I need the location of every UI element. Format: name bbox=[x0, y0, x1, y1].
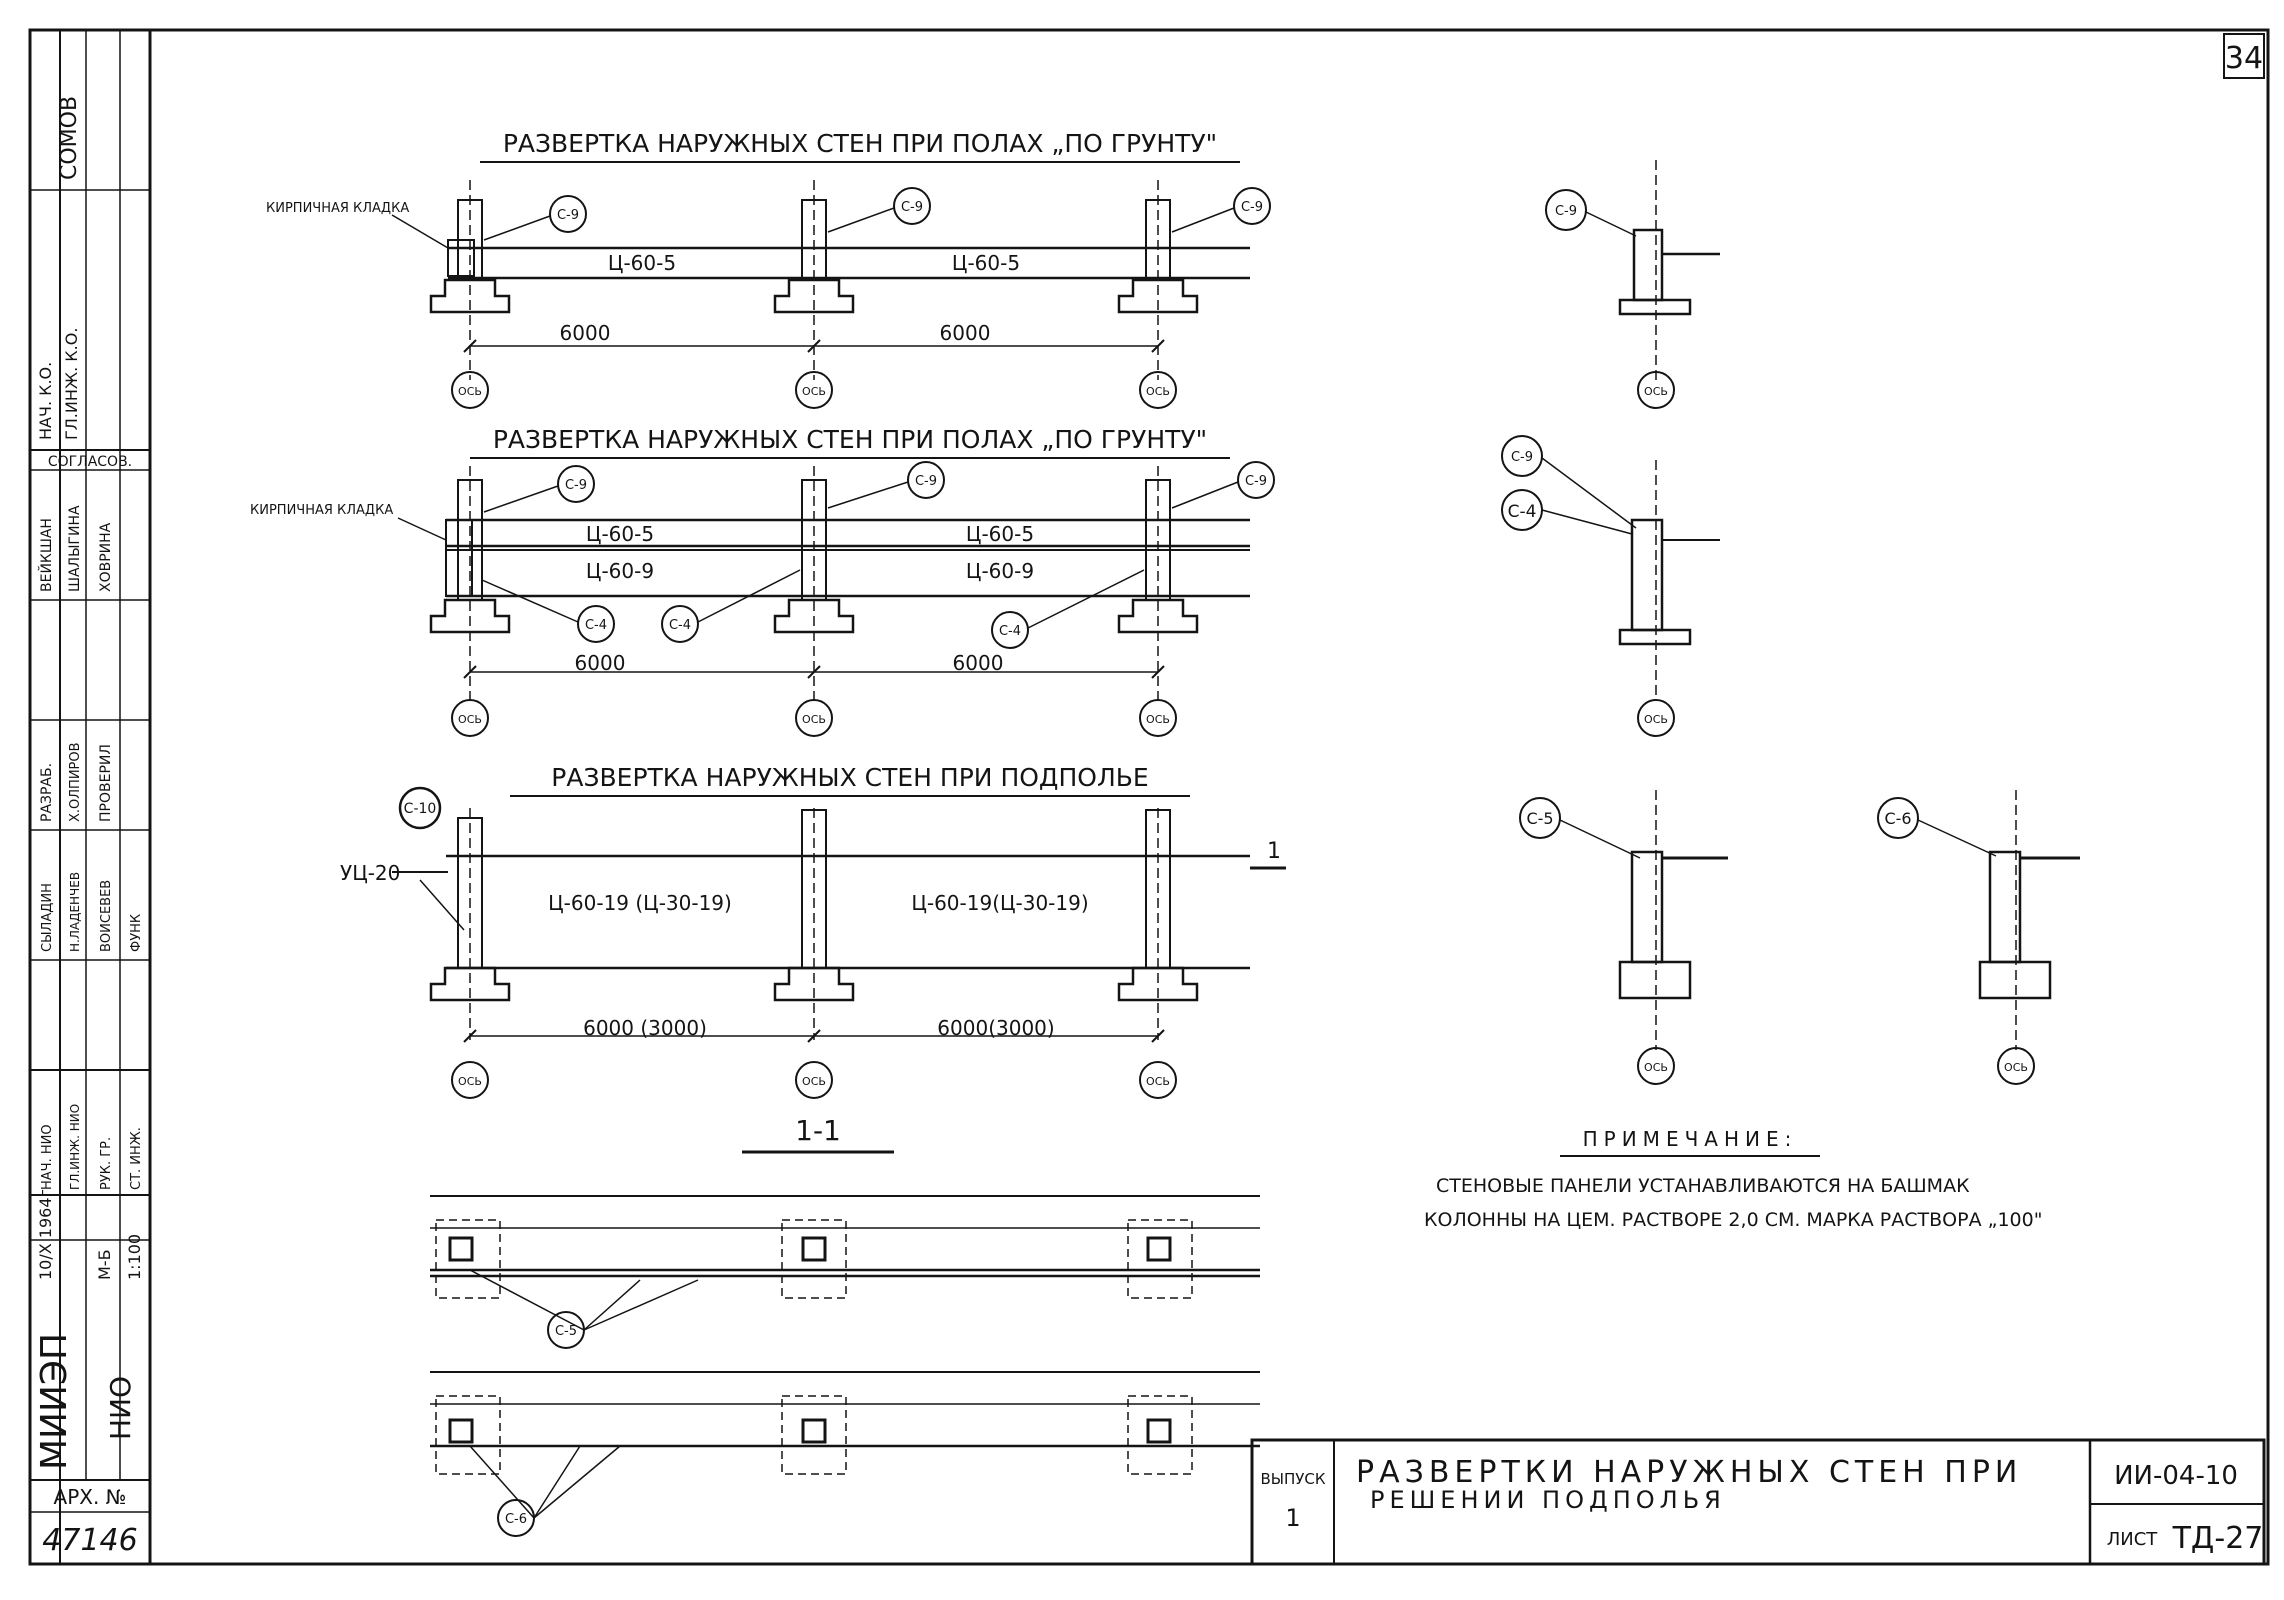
view-middle-axis-2: ОСЬ bbox=[802, 713, 826, 726]
view-bottom-dim-2: 6000(3000) bbox=[937, 1016, 1055, 1040]
stamp-role-2: ГЛ.ИНЖ. НИО bbox=[68, 1103, 82, 1190]
view-top-panel-2: Ц-60-5 bbox=[951, 251, 1021, 275]
view-middle-axis-3: ОСЬ bbox=[1146, 713, 1170, 726]
view-middle-panel-top-1: Ц-60-5 bbox=[585, 522, 655, 546]
stamp-role-b-1: РАЗРАБ. bbox=[39, 762, 55, 822]
note-line-1: СТЕНОВЫЕ ПАНЕЛИ УСТАНАВЛИВАЮТСЯ НА БАШМАК bbox=[1436, 1175, 1970, 1197]
view-top-tag-2: С-9 bbox=[900, 200, 924, 215]
stamp-date: 10/Х 1964г bbox=[36, 1189, 55, 1280]
view-bottom-panel-2: Ц-60-19(Ц-30-19) bbox=[911, 891, 1089, 915]
view-middle-title: РАЗВЕРТКА НАРУЖНЫХ СТЕН ПРИ ПОЛАХ „ПО ГРУНТУ" bbox=[492, 425, 1208, 454]
section-title: 1-1 bbox=[795, 1114, 841, 1147]
sheet-number: 34 bbox=[2224, 41, 2264, 76]
stamp-arch-number: 47146 bbox=[42, 1523, 138, 1558]
stamp-scale: 1:100 bbox=[125, 1233, 144, 1280]
detail-4-axis: ОСЬ bbox=[2004, 1061, 2028, 1074]
title-issue-value: 1 bbox=[1285, 1504, 1301, 1532]
section-tag-upper: С-5 bbox=[554, 1324, 578, 1339]
stamp-name-a-3: ВОИСЕВЕВ bbox=[99, 879, 114, 952]
stamp-role-3: РУК. ГР. bbox=[99, 1136, 114, 1190]
view-middle-panel-bottom-2: Ц-60-9 bbox=[965, 559, 1035, 583]
view-top-tag-3: С-9 bbox=[1240, 200, 1264, 215]
stamp-chief-name: СОМОВ bbox=[57, 95, 82, 180]
detail-3-axis: ОСЬ bbox=[1644, 1061, 1668, 1074]
view-middle-panel-bottom-1: Ц-60-9 bbox=[585, 559, 655, 583]
stamp-name-a-2: Н.ЛАДЕНЧЕВ bbox=[68, 871, 82, 952]
view-top-axis-2: ОСЬ bbox=[802, 385, 826, 398]
stamp-name-b-2: ШАЛЫГИНА bbox=[67, 505, 83, 592]
stamp-name-b-1: ВЕЙКШАН bbox=[39, 518, 55, 592]
stamp-name-a-1: СЫЛАДИН bbox=[40, 883, 55, 952]
view-middle-geometry bbox=[431, 462, 1274, 736]
title-doc-code: ИИ-04-10 bbox=[2114, 1461, 2238, 1491]
view-middle-tag-top-2: С-9 bbox=[914, 474, 938, 489]
stamp-name-a-4: ФУНК bbox=[129, 913, 144, 952]
detail-4-tag: С-6 bbox=[1884, 809, 1912, 828]
detail-1-tag: С-9 bbox=[1554, 204, 1578, 219]
note-heading: ПРИМЕЧАНИЕ: bbox=[1582, 1127, 1798, 1151]
detail-2-axis: ОСЬ bbox=[1644, 713, 1668, 726]
detail-3-tag: С-5 bbox=[1526, 809, 1554, 828]
stamp-role-b-3: ПРОВЕРИЛ bbox=[98, 744, 114, 822]
view-bottom-geometry bbox=[400, 788, 1286, 1098]
view-middle-axis-1: ОСЬ bbox=[458, 713, 482, 726]
section-geometry bbox=[430, 1196, 1260, 1536]
view-bottom-side-label: УЦ-20 bbox=[340, 861, 401, 885]
view-top-dim-2: 6000 bbox=[939, 321, 991, 345]
view-bottom-title: РАЗВЕРТКА НАРУЖНЫХ СТЕН ПРИ ПОДПОЛЬЕ bbox=[551, 763, 1149, 792]
title-line-1: РАЗВЕРТКИ НАРУЖНЫХ СТЕН ПРИ bbox=[1356, 1455, 2023, 1490]
title-sheet-value: ТД-27 bbox=[2172, 1521, 2264, 1556]
view-top-tag-1: С-9 bbox=[556, 208, 580, 223]
view-middle-tag-top-1: С-9 bbox=[564, 478, 588, 493]
detail-2 bbox=[1502, 436, 1720, 736]
view-bottom-axis-1: ОСЬ bbox=[458, 1075, 482, 1088]
view-middle-tag-bottom-2: С-4 bbox=[668, 618, 692, 633]
detail-2-tag-1: С-9 bbox=[1510, 450, 1534, 465]
view-bottom-tag: С-10 bbox=[403, 801, 437, 817]
view-bottom-axis-2: ОСЬ bbox=[802, 1075, 826, 1088]
detail-1-axis: ОСЬ bbox=[1644, 385, 1668, 398]
stamp-chief-role-1: НАЧ. К.О. bbox=[36, 361, 55, 440]
stamp-scale-label: М-Б bbox=[95, 1249, 114, 1280]
title-line-2: РЕШЕНИИ ПОДПОЛЬЯ bbox=[1370, 1486, 1726, 1514]
view-top-title: РАЗВЕРТКА НАРУЖНЫХ СТЕН ПРИ ПОЛАХ „ПО ГРУНТУ" bbox=[502, 129, 1218, 158]
view-middle-dim-2: 6000 bbox=[952, 651, 1004, 675]
view-top-dim-1: 6000 bbox=[559, 321, 611, 345]
detail-3 bbox=[1520, 790, 1728, 1084]
view-middle-tag-bottom-1: С-4 bbox=[584, 618, 608, 633]
view-middle-panel-top-2: Ц-60-5 bbox=[965, 522, 1035, 546]
stamp-role-1: НАЧ. НИО bbox=[40, 1124, 55, 1190]
view-middle-tag-top-3: С-9 bbox=[1244, 474, 1268, 489]
stamp-agreed: СОГЛАСОВ. bbox=[47, 454, 133, 470]
stamp-role-4: СТ. ИНЖ. bbox=[129, 1127, 144, 1190]
detail-1 bbox=[1546, 160, 1720, 408]
stamp-dept: НИО bbox=[104, 1375, 137, 1440]
view-middle-tag-bottom-3: С-4 bbox=[998, 624, 1022, 639]
view-bottom-section-mark: 1 bbox=[1267, 839, 1281, 864]
view-bottom-dim-1: 6000 (3000) bbox=[583, 1016, 707, 1040]
stamp-name-b-3: ХОВРИНА bbox=[98, 522, 114, 592]
title-issue-label: ВЫПУСК bbox=[1260, 1470, 1326, 1488]
view-top-axis-1: ОСЬ bbox=[458, 385, 482, 398]
stamp-org: МИИЭП bbox=[34, 1332, 75, 1470]
section-tag-lower: С-6 bbox=[504, 1512, 528, 1527]
stamp-role-b-2: Х.ОЛПИРОВ bbox=[68, 742, 83, 822]
view-top-panel-1: Ц-60-5 bbox=[607, 251, 677, 275]
view-top-axis-3: ОСЬ bbox=[1146, 385, 1170, 398]
view-bottom-panel-1: Ц-60-19 (Ц-30-19) bbox=[548, 891, 732, 915]
view-bottom-axis-3: ОСЬ bbox=[1146, 1075, 1170, 1088]
stamp-chief-role-2: ГЛ.ИНЖ. К.О. bbox=[62, 327, 81, 440]
stamp-arch-label: АРХ. № bbox=[53, 1485, 127, 1509]
detail-4 bbox=[1878, 790, 2080, 1084]
detail-2-tag-2: С-4 bbox=[1507, 502, 1537, 522]
note-line-2: КОЛОННЫ НА ЦЕМ. РАСТВОРЕ 2,0 СМ. МАРКА РАСТВОРА „100" bbox=[1424, 1209, 2043, 1231]
title-sheet-label: ЛИСТ bbox=[2106, 1529, 2158, 1550]
view-middle-brick-label: КИРПИЧНАЯ КЛАДКА bbox=[250, 503, 394, 518]
view-top-brick-label: КИРПИЧНАЯ КЛАДКА bbox=[266, 201, 410, 216]
view-middle-dim-1: 6000 bbox=[574, 651, 626, 675]
